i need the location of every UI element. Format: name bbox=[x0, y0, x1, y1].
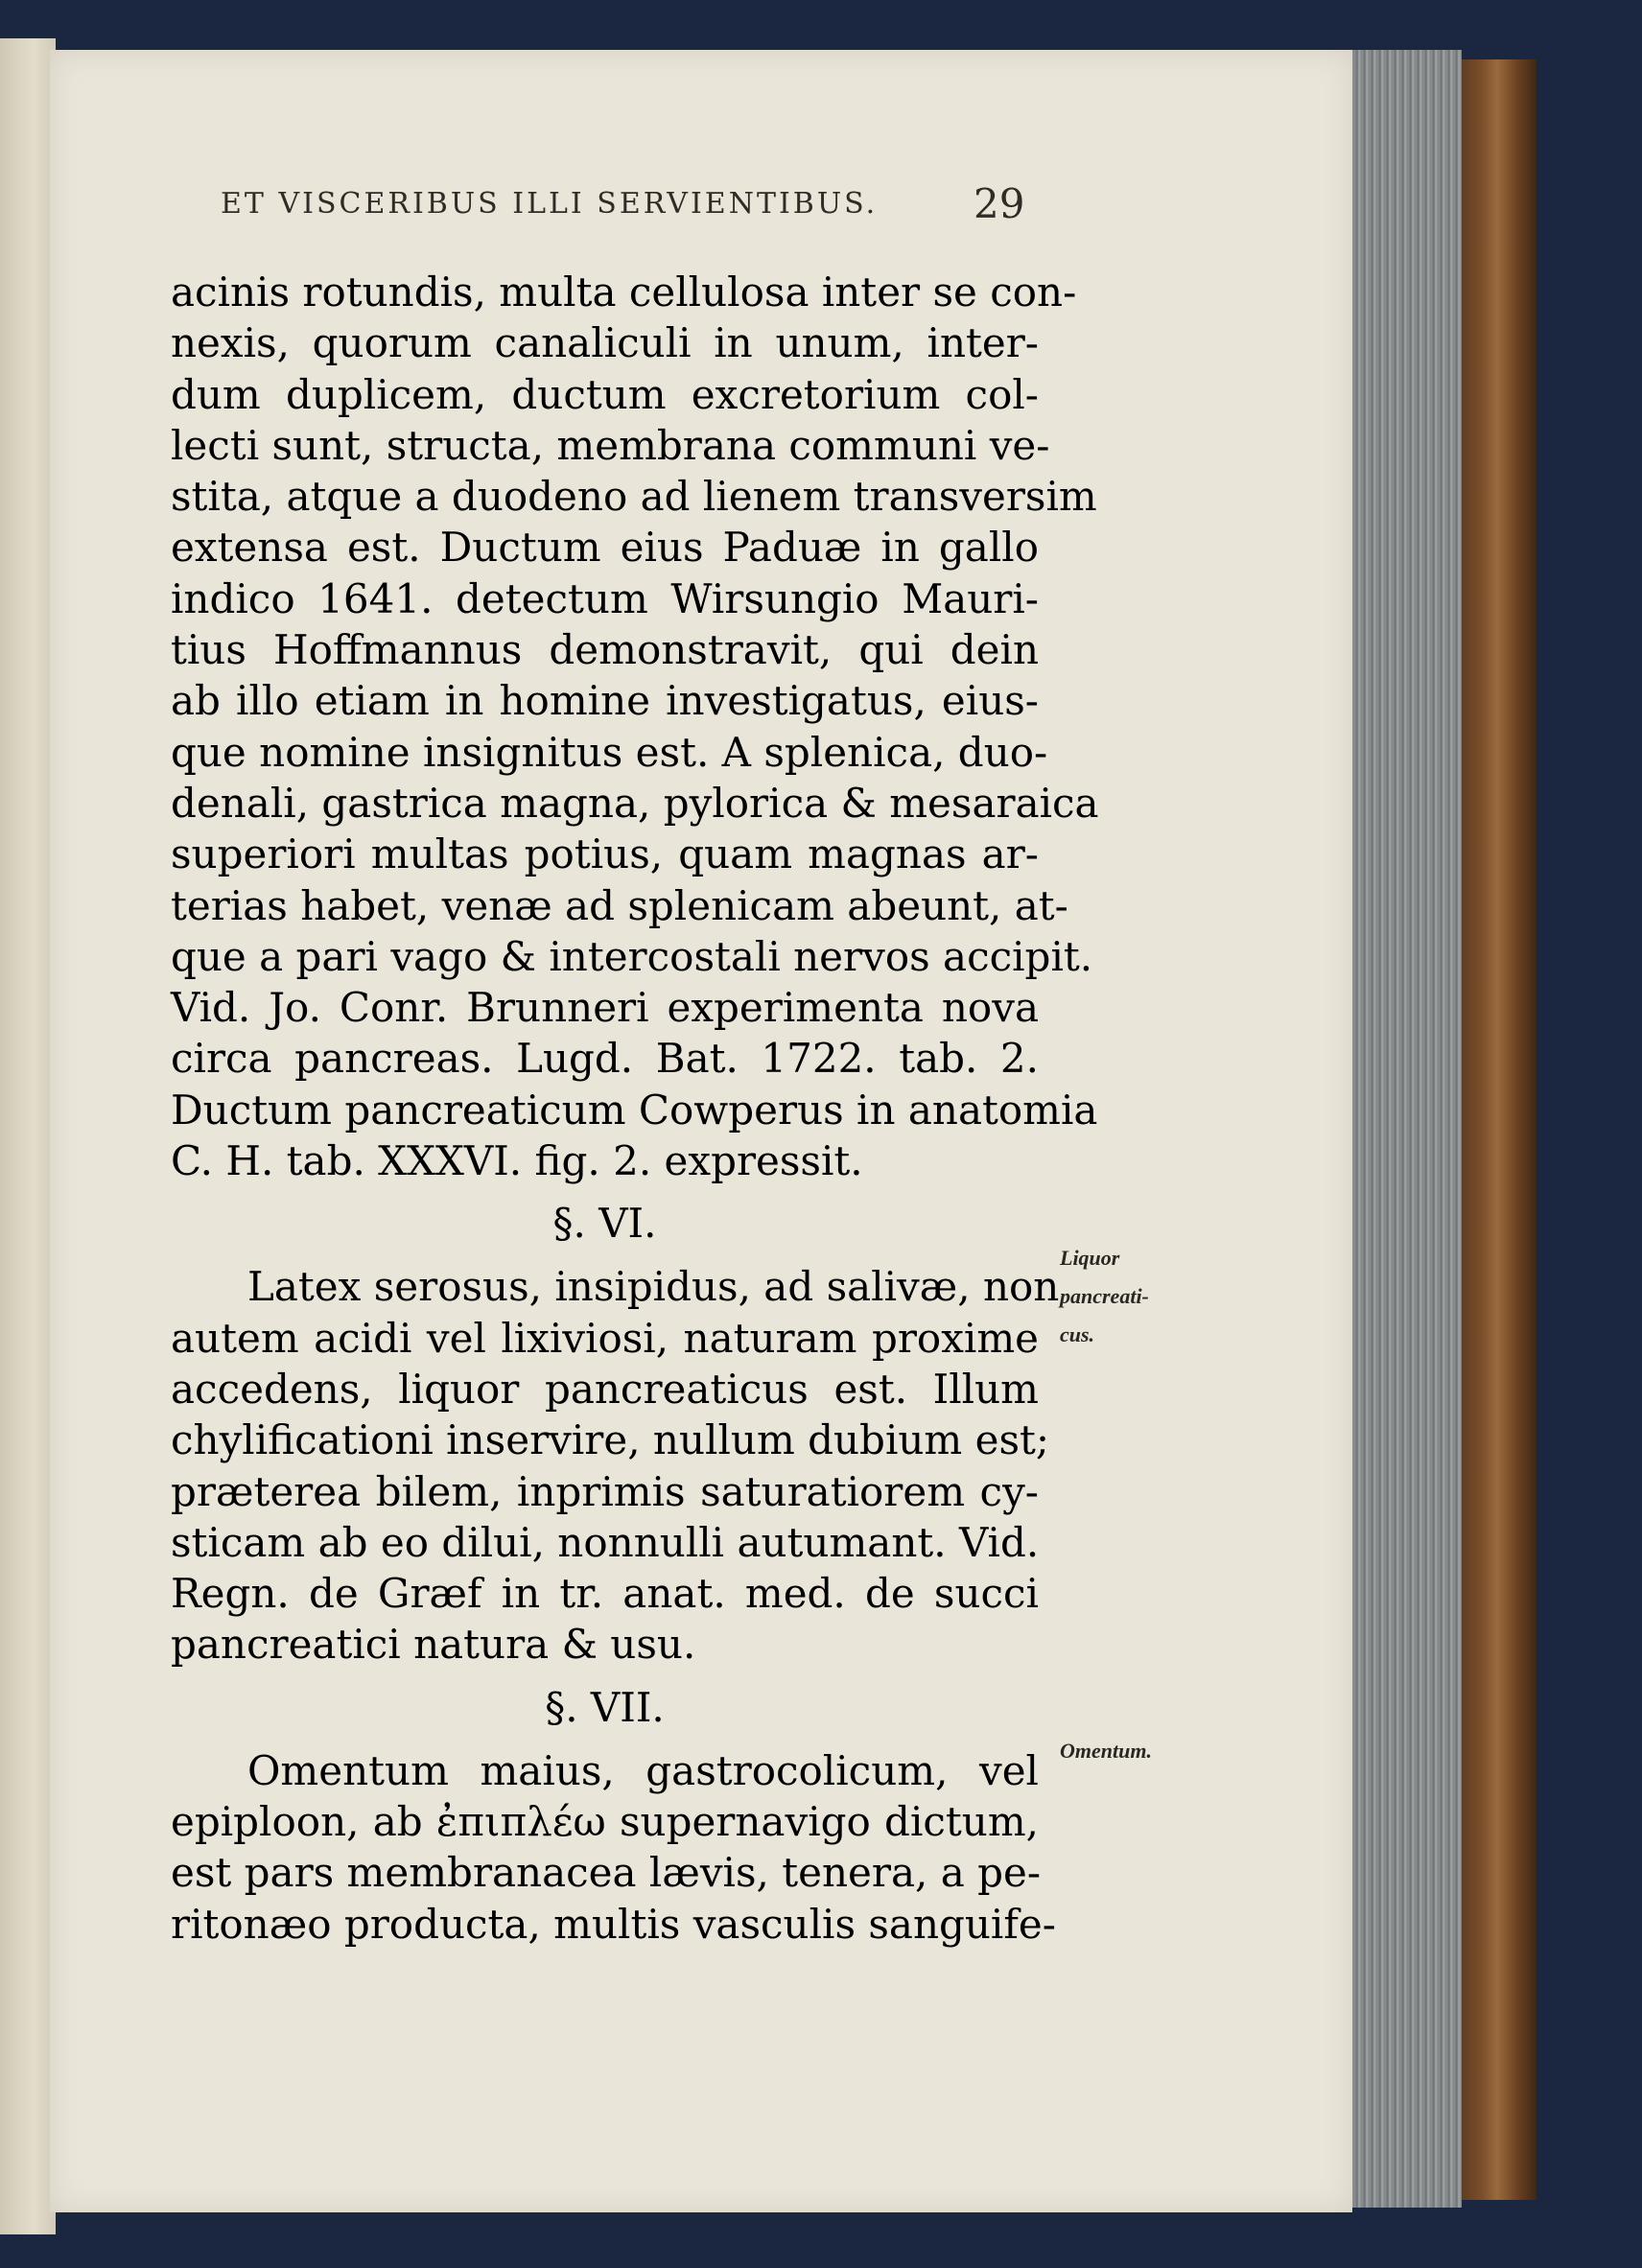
marginal-line: cus. bbox=[1060, 1322, 1095, 1346]
text-line: que a pari vago & intercostali nervos accipit. bbox=[171, 932, 1093, 980]
text-line: extensa est. Ductum eius Paduæ in gallo bbox=[171, 524, 1039, 572]
marginal-note-omentum: Omentum. bbox=[1060, 1739, 1152, 1763]
text-line: nexis, quorum canaliculi in unum, inter- bbox=[171, 319, 1039, 367]
text-line: lecti sunt, structa, membrana communi ve- bbox=[171, 421, 1050, 469]
text-line: C. H. tab. XXXVI. fig. 2. expressit. bbox=[171, 1137, 863, 1185]
text-line: autem acidi vel lixiviosi, naturam proxime bbox=[171, 1314, 1039, 1362]
text-line: tius Hoffmannus demonstravit, qui dein bbox=[171, 626, 1039, 674]
section-heading-7: §. VII. bbox=[545, 1683, 665, 1731]
marginal-line: pancreati- bbox=[1060, 1284, 1149, 1308]
text-line: Vid. Jo. Conr. Brunneri experimenta nova bbox=[171, 984, 1039, 1032]
paragraph-3 bbox=[171, 1745, 1056, 1950]
text-line: denali, gastrica magna, pylorica & mesaraica bbox=[171, 779, 1099, 827]
text-line: ritonæo producta, multis vasculis sanguife- bbox=[171, 1900, 1056, 1948]
text-line: chylificationi inservire, nullum dubium est; bbox=[171, 1416, 1050, 1464]
text-line: stita, atque a duodeno ad lienem transversim bbox=[171, 473, 1097, 521]
text-line: indico 1641. detectum Wirsungio Mauri- bbox=[171, 574, 1039, 622]
text-line: Omentum maius, gastrocolicum, vel bbox=[247, 1746, 1039, 1794]
text-line: ab illo etiam in homine investigatus, eius- bbox=[171, 677, 1039, 725]
text-line: sticam ab eo dilui, nonnulli autumant. Vid. bbox=[171, 1518, 1040, 1566]
text-line: Ductum pancreaticum Cowperus in anatomia bbox=[171, 1086, 1098, 1134]
text-line: est pars membranacea lævis, tenera, a pe- bbox=[171, 1849, 1042, 1897]
marginal-line: Liquor bbox=[1060, 1246, 1120, 1270]
text-line: superiori multas potius, quam magnas ar- bbox=[171, 830, 1039, 878]
text-line: accedens, liquor pancreaticus est. Illum bbox=[171, 1365, 1039, 1413]
text-line: que nomine insignitus est. A splenica, duo- bbox=[171, 728, 1048, 776]
text-line: terias habet, venæ ad splenicam abeunt, at- bbox=[171, 881, 1068, 929]
paragraph-1 bbox=[171, 267, 1099, 1186]
previous-page-edge bbox=[0, 38, 56, 2234]
text-line: Latex serosus, insipidus, ad salivæ, non bbox=[247, 1263, 1060, 1311]
book-cover bbox=[1458, 59, 1536, 2200]
section-heading-6: §. VI. bbox=[552, 1200, 657, 1248]
page-edges bbox=[1347, 50, 1462, 2208]
text-line: pancreatici natura & usu. bbox=[171, 1621, 696, 1669]
text-line: Regn. de Græf in tr. anat. med. de succi bbox=[171, 1570, 1039, 1618]
running-title: ET VISCERIBUS ILLI SERVIENTIBUS. bbox=[221, 187, 879, 221]
text-line: præterea bilem, inprimis saturatiorem cy- bbox=[171, 1467, 1039, 1515]
text-line: epiploon, ab ἐπιπλέω supernavigo dictum, bbox=[171, 1798, 1039, 1846]
paragraph-2 bbox=[171, 1261, 1060, 1670]
text-line: circa pancreas. Lugd. Bat. 1722. tab. 2. bbox=[171, 1035, 1039, 1083]
marginal-note-liquor bbox=[1060, 1239, 1149, 1354]
text-line: dum duplicem, ductum excretorium col- bbox=[171, 370, 1039, 418]
page-number: 29 bbox=[973, 180, 1025, 227]
text-line: acinis rotundis, multa cellulosa inter se con- bbox=[171, 269, 1077, 316]
body-text bbox=[171, 267, 1099, 1950]
